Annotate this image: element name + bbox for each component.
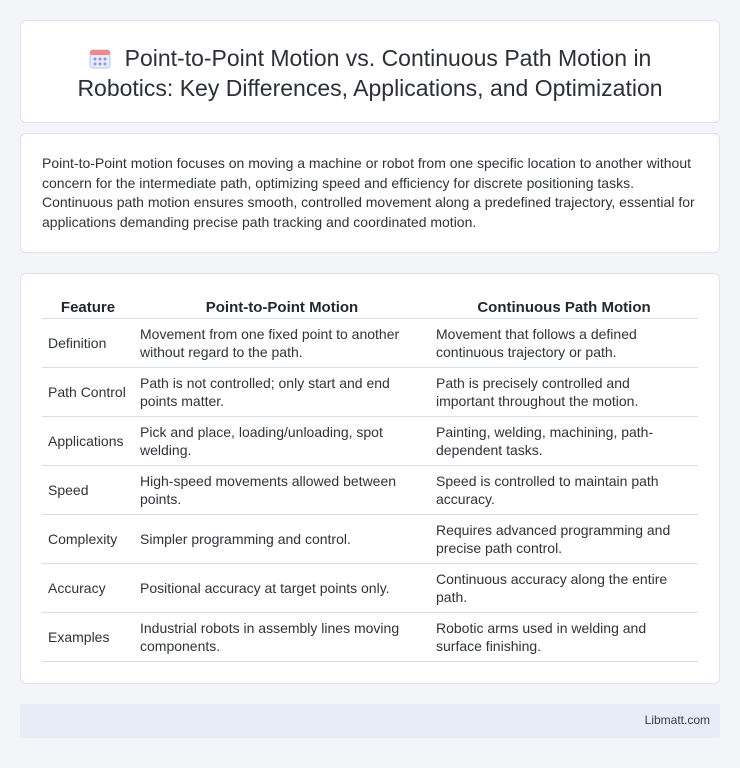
intro-card xyxy=(20,133,720,253)
title-line-1: Point-to-Point Motion vs. Continuous Path Motion in xyxy=(124,45,652,71)
title-line-2: Robotics: Key Differences, Applications, and Optimization xyxy=(77,75,663,101)
feature-cell: Path Control xyxy=(42,368,134,417)
table-row xyxy=(42,417,698,466)
feature-cell: Speed xyxy=(42,466,134,515)
header-point-to-point: Point-to-Point Motion xyxy=(134,296,430,319)
table-row xyxy=(42,466,698,515)
intro-paragraph: Point-to-Point motion focuses on moving a machine or robot from one specific location to another without concern for the intermediate path, optimizing speed and efficiency for discrete positioning tasks. Continuous path motion ensures smooth, controlled movement along a predefined trajectory, essential for applications demanding precise path tracking and coordinated motion. xyxy=(42,155,695,230)
feature-cell: Complexity xyxy=(42,515,134,564)
feature-cell: Examples xyxy=(42,613,134,662)
comparison-table xyxy=(42,296,698,662)
comparison-card xyxy=(20,273,720,684)
header-feature: Feature xyxy=(42,296,134,319)
page-title xyxy=(21,43,719,103)
footer-bar xyxy=(20,704,720,738)
table-header-row xyxy=(42,296,698,319)
continuous-path-cell: Robotic arms used in welding and surface finishing. xyxy=(430,613,698,662)
feature-cell: Definition xyxy=(42,319,134,368)
point-to-point-cell: Simpler programming and control. xyxy=(134,515,430,564)
feature-cell: Accuracy xyxy=(42,564,134,613)
table-row xyxy=(42,613,698,662)
point-to-point-cell: Path is not controlled; only start and end points matter. xyxy=(134,368,430,417)
point-to-point-cell: Industrial robots in assembly lines moving components. xyxy=(134,613,430,662)
calendar-icon xyxy=(89,47,111,69)
footer-brand[interactable]: Libmatt.com xyxy=(644,713,710,727)
point-to-point-cell: High-speed movements allowed between points. xyxy=(134,466,430,515)
continuous-path-cell: Painting, welding, machining, path-dependent tasks. xyxy=(430,417,698,466)
header-continuous-path: Continuous Path Motion xyxy=(430,296,698,319)
continuous-path-cell: Movement that follows a defined continuous trajectory or path. xyxy=(430,319,698,368)
point-to-point-cell: Pick and place, loading/unloading, spot welding. xyxy=(134,417,430,466)
table-row xyxy=(42,515,698,564)
table-row xyxy=(42,564,698,613)
table-row xyxy=(42,368,698,417)
continuous-path-cell: Requires advanced programming and precise path control. xyxy=(430,515,698,564)
continuous-path-cell: Speed is controlled to maintain path accuracy. xyxy=(430,466,698,515)
feature-cell: Applications xyxy=(42,417,134,466)
continuous-path-cell: Path is precisely controlled and important throughout the motion. xyxy=(430,368,698,417)
point-to-point-cell: Movement from one fixed point to another without regard to the path. xyxy=(134,319,430,368)
title-card xyxy=(20,20,720,123)
continuous-path-cell: Continuous accuracy along the entire path. xyxy=(430,564,698,613)
point-to-point-cell: Positional accuracy at target points only. xyxy=(134,564,430,613)
table-row xyxy=(42,319,698,368)
